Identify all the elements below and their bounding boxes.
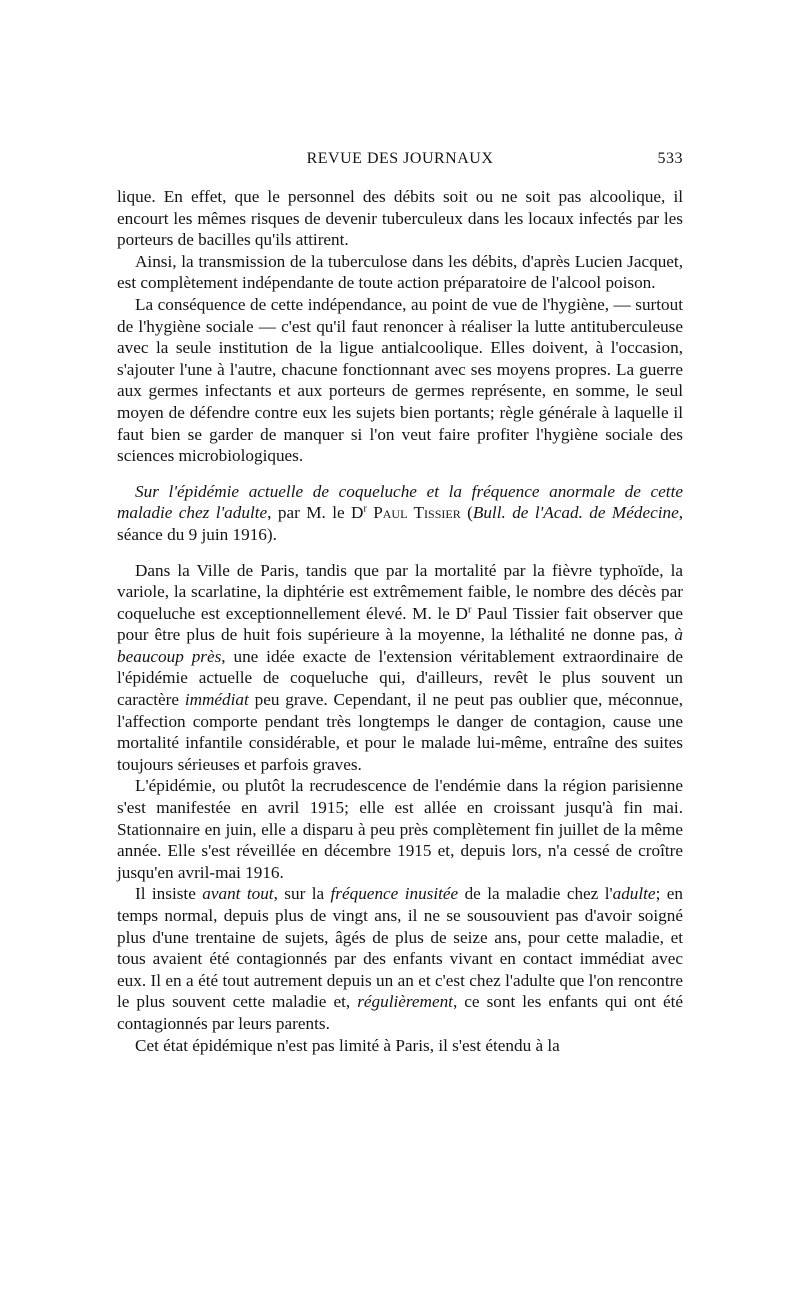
citation-sup: r <box>363 503 367 515</box>
text-run: , sur la <box>273 884 331 904</box>
citation-journal: Bull. de l'Acad. de Médecine <box>472 503 679 523</box>
text-run: ; en temps normal, depuis plus de vingt ans, il ne se sousouvient pas d'avoir soigné plus d'une trentaine de sujets, âgés de plus de seize ans, pour cette maladie, et tous avaient été contagionnés par des enfants vivant en contact immédiat avec eux. Il en a été tout autrement depuis un an et c'est chez l'adulte que l'on rencontre le plus souvent cette maladie et, <box>117 884 683 1012</box>
article-title: Sur l'épidémie actuelle de coqueluche et la fréquence anormale de cette maladie chez l'adulte <box>117 481 683 523</box>
text-run: Paul Tissier fait observer que pour être plus de huit fois supérieure à la moyenne, la léthalité ne donne pas, <box>117 603 683 645</box>
text-italic: immédiat <box>184 690 249 710</box>
section-spacer <box>117 467 683 481</box>
paragraph-continued: lique. En effet, que le personnel des débits soit ou ne soit pas alcoolique, il encourt les mêmes risques de devenir tuberculeux dans les locaux infectés par les porteurs de bacilles qu'ils attirent. <box>117 187 683 250</box>
paragraph: La conséquence de cette indépendance, au point de vue de l'hygiène, — surtout de l'hygiène sociale — c'est qu'il faut renoncer à réaliser la lutte antituberculeuse avec la seule institution de la ligue antialcoolique. Elles doivent, à l'occasion, s'ajouter l'une à l'autre, chacune fonctionnant avec ses moyens propres. La guerre aux germes infectants et aux porteurs de germes représente, en somme, le seul moyen de défendre contre eux les sujets bien portants; règle générale à laquelle il faut bien se garder de manquer si l'on veut faire profiter l'hygiène sociale des sciences microbiologiques. <box>117 294 683 466</box>
text-run: Dans la Ville de Paris, tandis que par la mortalité par la fièvre typhoïde, la variole, la scarlatine, la diphtérie est extrêmement faible, le nombre des décès par coqueluche est exceptionnellement élevé. M. le D <box>117 560 683 623</box>
paragraph <box>117 883 683 1034</box>
text-run: peu grave. Cependant, il ne peut pas oublier que, méconnue, l'affection comporte pendant très longtemps le danger de contagion, cause une mortalité infantile considérable, et pour le malade lui-même, entraîne des suites toujours sérieuses et parfois graves. <box>117 690 683 774</box>
text-italic: régulièrement <box>357 992 453 1012</box>
text-run: , une idée exacte de l'extension véritablement extraordinaire de l'épidémie actuelle de coqueluche qui, d'ailleurs, revêt le plus souvent un caractère <box>117 646 683 710</box>
paragraph: Ainsi, la transmission de la tuberculose dans les débits, d'après Lucien Jacquet, est complètement indépendante de toute action préparatoire de l'alcool poison. <box>117 251 683 293</box>
running-title: REVUE DES JOURNAUX <box>306 150 494 167</box>
page-number: 533 <box>657 150 683 167</box>
section-spacer <box>117 546 683 560</box>
running-header <box>117 150 683 174</box>
text-run: , ce sont les enfants qui ont été contagionnés par leurs parents. <box>117 992 684 1033</box>
text-run: de la maladie chez l' <box>458 884 613 904</box>
citation-session: , séance du 9 juin 1916). <box>117 503 684 544</box>
paragraph: Cet état épidémique n'est pas limité à Paris, il s'est étendu à la <box>135 1035 560 1055</box>
citation-author: Paul Tissier <box>373 503 461 523</box>
text-italic: avant tout <box>202 884 274 904</box>
citation-by: , par M. le D <box>267 503 364 523</box>
paragraph <box>117 560 683 776</box>
text-sup: r <box>467 603 472 615</box>
article-citation <box>117 481 683 546</box>
text-italic: fréquence inusitée <box>330 884 459 904</box>
text-run: Il insiste <box>135 884 203 904</box>
text-italic: adulte <box>612 884 656 904</box>
paragraph: L'épidémie, ou plutôt la recrudescence de l'endémie dans la région parisienne s'est manifestée en avril 1915; elle est allée en croissant jusqu'à fin mai. Stationnaire en juin, elle a disparu à peu près complètement fin juillet de la même année. Elle s'est réveillée en décembre 1915 et, depuis lors, n'a cessé de croître jusqu'en avril-mai 1916. <box>117 776 683 882</box>
text-italic: à beaucoup près <box>117 625 683 666</box>
page-body <box>117 186 683 1056</box>
citation-paren: ( <box>460 503 473 523</box>
